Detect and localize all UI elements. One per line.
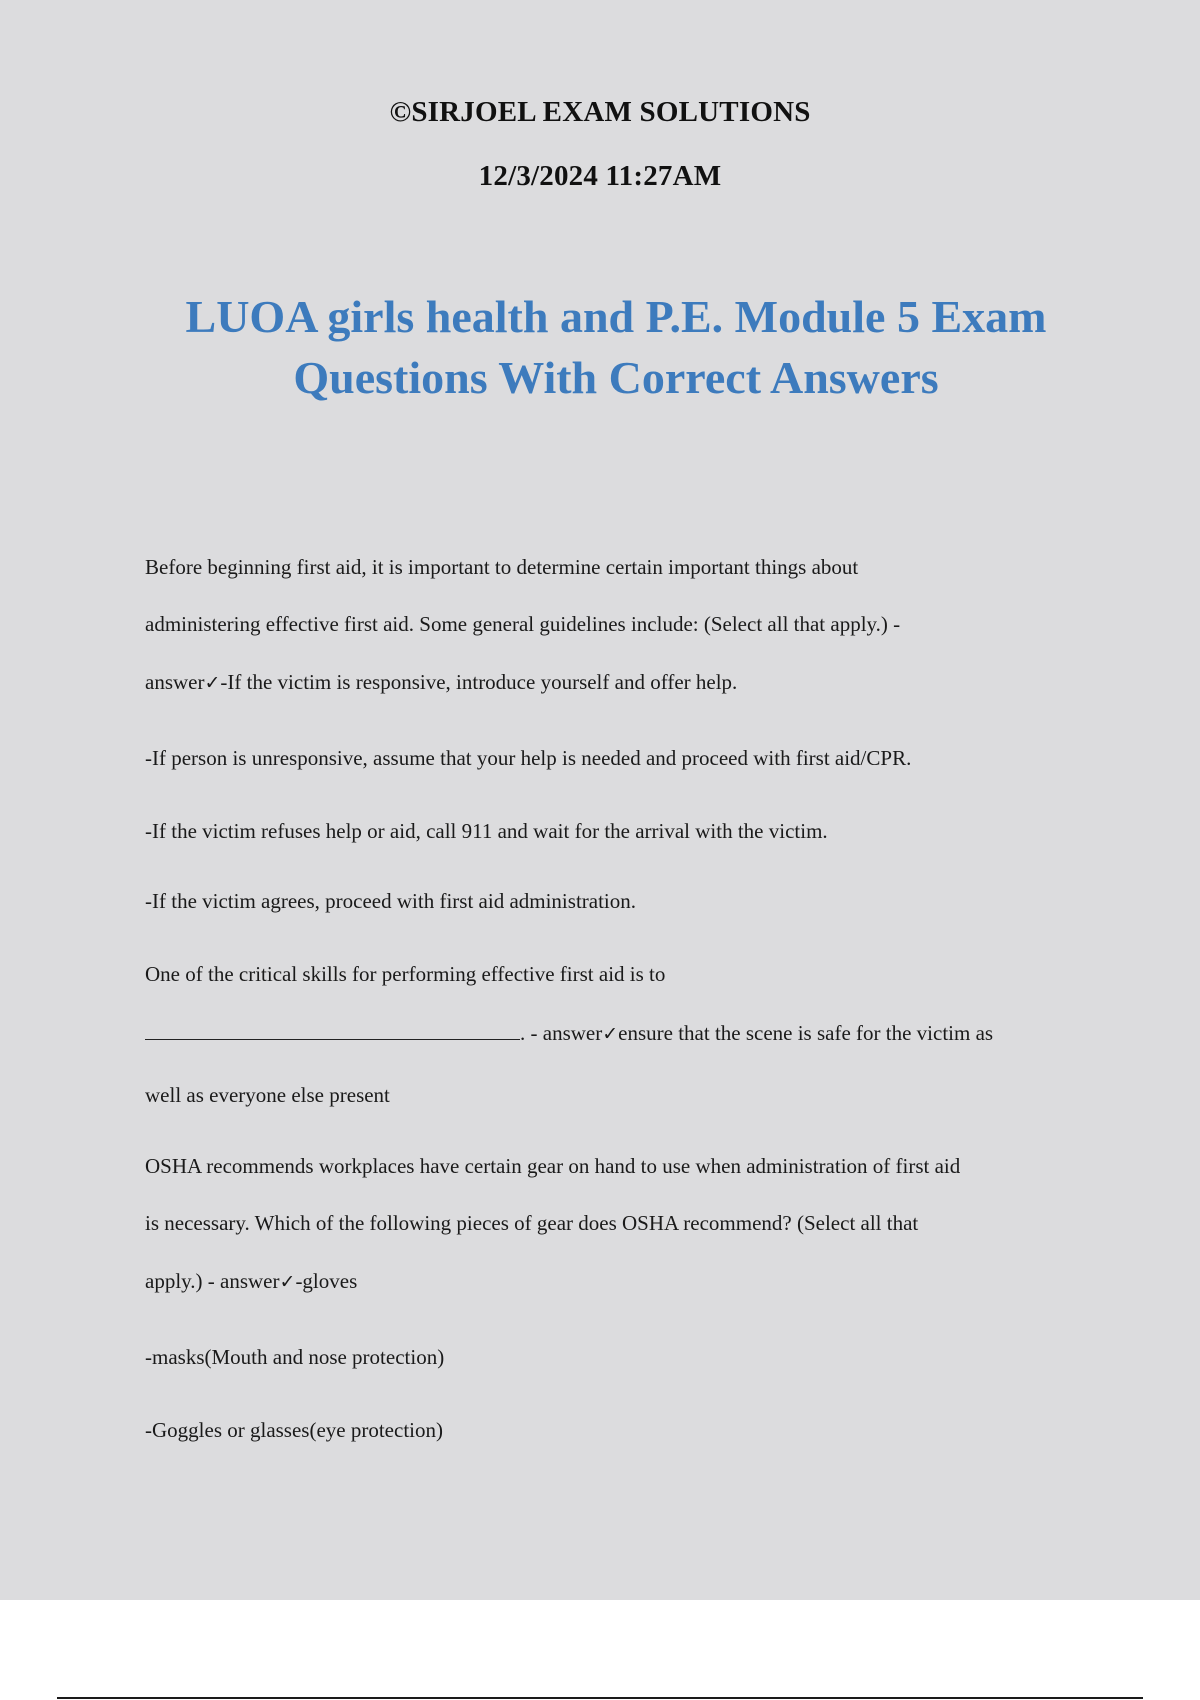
q3-item-3: -Goggles or glasses(eye protection) [145,1418,443,1442]
q2-answer-line [145,1021,1095,1046]
q1-answer: -If the victim is responsive, introduce yourself and offer help. [220,670,738,694]
fill-in-blank [145,1038,520,1040]
q3-line-1: OSHA recommends workplaces have certain gear on hand to use when administration of first aid [145,1154,961,1178]
q1-line-1: Before beginning first aid, it is important to determine certain important things about [145,555,859,579]
title-line-1: LUOA girls health and P.E. Module 5 Exam [185,291,1047,342]
q3-line-2: is necessary. Which of the following pieces of gear does OSHA recommend? (Select all that [145,1211,919,1235]
q3-answer: -gloves [295,1269,358,1293]
q3-answer-line [145,1269,1095,1294]
answer-prefix: answer [145,670,205,694]
document-title [100,286,1132,408]
q1-answer-line [145,670,1095,695]
title-line-2: Questions With Correct Answers [293,352,939,403]
datetime-header: 12/3/2024 11:27AM [478,160,722,192]
q1-line-2: administering effective first aid. Some general guidelines include: (Select all that apply.) - [145,612,901,636]
q1-item-3: -If the victim refuses help or aid, call 911 and wait for the arrival with the victim. [145,819,828,843]
checkmark-icon: ✓ [279,1271,296,1293]
q2-line-1: One of the critical skills for performing effective first aid is to [145,962,666,986]
q1-item-4: -If the victim agrees, proceed with first aid administration. [145,889,637,913]
page-divider [57,1697,1143,1699]
q3-line-3-prefix: apply.) - answer [145,1269,280,1293]
q1-item-2: -If person is unresponsive, assume that your help is needed and proceed with first aid/CPR. [145,746,912,770]
copyright-header: ©SIRJOEL EXAM SOLUTIONS [389,96,811,128]
q2-answer-continued: well as everyone else present [145,1083,390,1107]
q2-answer: ensure that the scene is safe for the victim as [618,1021,994,1045]
q3-item-2: -masks(Mouth and nose protection) [145,1345,445,1369]
checkmark-icon: ✓ [204,672,221,694]
checkmark-icon: ✓ [602,1023,619,1045]
q2-after-blank: . - answer [520,1021,603,1045]
